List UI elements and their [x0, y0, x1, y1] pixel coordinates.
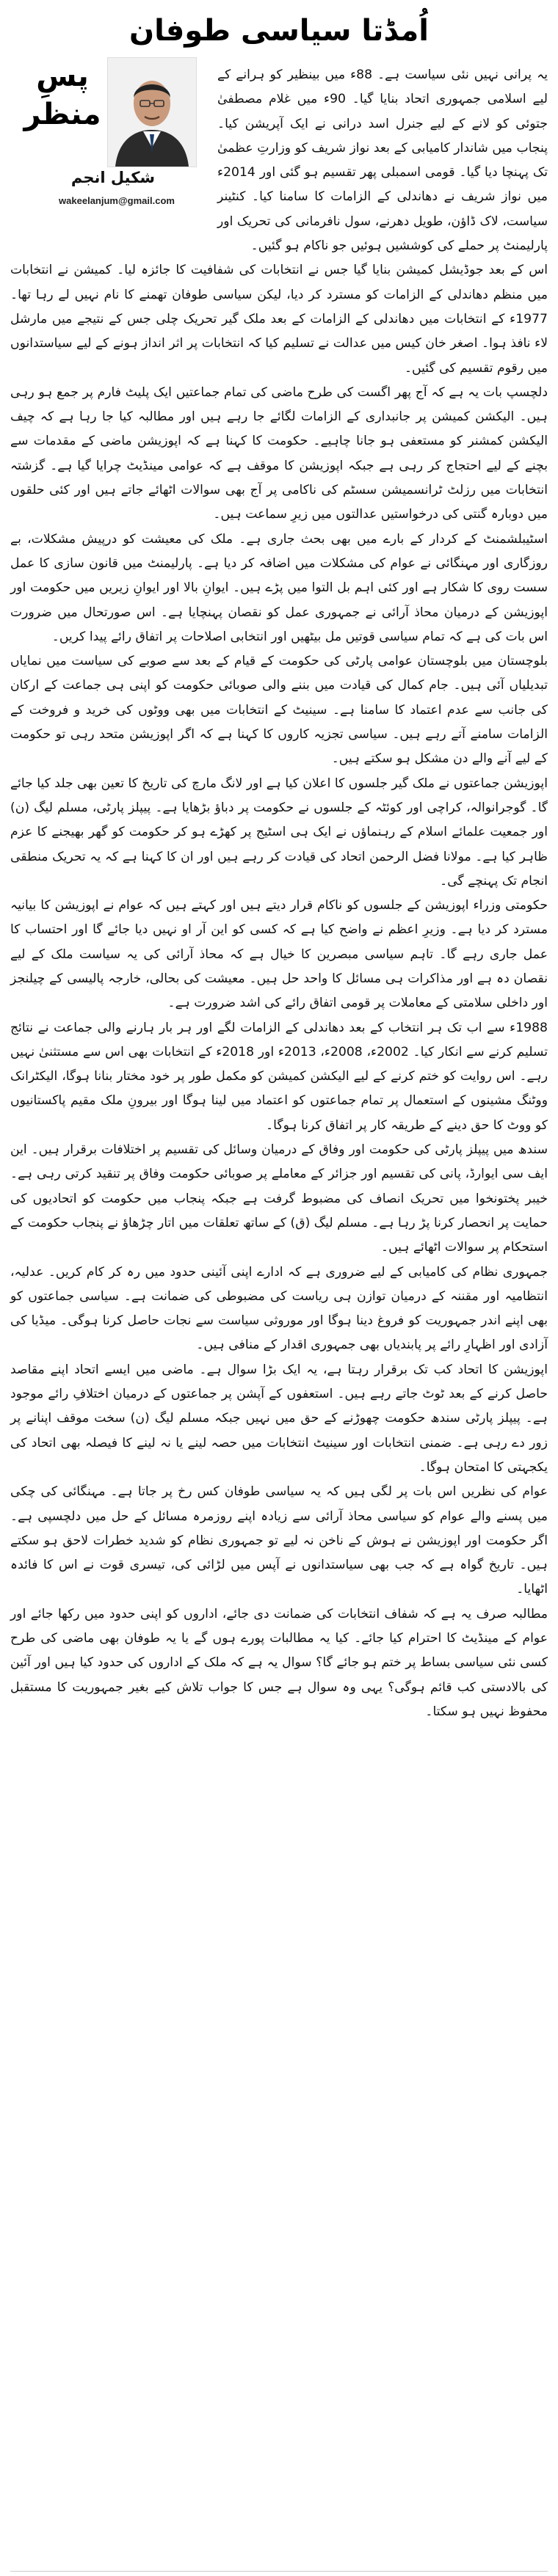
- paragraph: اسٹیبلشمنٹ کے کردار کے بارے میں بھی بحث جاری ہے۔ ملک کی معیشت کو درپیش مشکلات، بے روزگاری اور مہنگائی نے عوام کی مشکلات میں اضافہ کر دیا ہے۔ پارلیمنٹ میں قانون سازی کا عمل سست روی کا شکار ہے اور کئی اہم بل التوا میں پڑے ہیں۔ ایوانِ بالا اور ایوانِ زیریں میں حکومت اور اپوزیشن کے درمیان محاذ آرائی نے جمہوری عمل کو نقصان پہنچایا ہے۔ اس صورتحال میں ضرورت اس بات کی ہے کہ تمام سیاسی قوتیں مل بیٹھیں اور انتخابی اصلاحات پر اتفاق رائے پیدا کریں۔: [10, 531, 548, 644]
- paragraph: 1988ء سے اب تک ہر انتخاب کے بعد دھاندلی کے الزامات لگے اور ہر بار ہارنے والی جماعت نے نتائج تسلیم کرنے سے انکار کیا۔ 2002ء، 2008ء، 2013ء اور 2018ء کے انتخابات بھی اس سے مستثنیٰ نہیں رہے۔ اس روایت کو ختم کرنے کے لیے الیکشن کمیشن کو مکمل طور پر خود مختار بنانا ہوگا، الیکٹرانک ووٹنگ مشینوں کے استعمال پر تمام جماعتوں کو اعتماد میں لینا ہوگا اور بیرونِ ملک مقیم پاکستانیوں کو ووٹ کا حق دینے کے طریقہ کار پر اتفاق کرنا ہوگا۔: [10, 1020, 548, 1133]
- column-name: پسِ منظر: [23, 59, 101, 131]
- paragraph: یہ پرانی نہیں نئی سیاست ہے۔ 88ء میں بینظیر کو ہرانے کے لیے اسلامی جمہوری اتحاد بنایا گیا۔ 90ء میں غلام مصطفیٰ جتوئی کو لانے کے لیے جنرل اسد درانی نے ایک آپریشن کیا۔ پنجاب میں شاندار کامیابی کے بعد نواز شریف کو وزارتِ عظمیٰ تک پہنچا دیا گیا۔ قومی اسمبلی پھر تقسیم ہو گئی اور 2014ء میں نواز شریف نے دھاندلی کے الزامات کا سامنا کیا۔ کنٹینر سیاست، لاک ڈاؤن، طویل دھرنے، سول نافرمانی کی تحریک اور پارلیمنٹ پر حملے کی کوششیں ہوئیں جو ناکام ہو گئیں۔: [217, 67, 548, 254]
- paragraph: مطالبہ صرف یہ ہے کہ شفاف انتخابات کی ضمانت دی جائے، اداروں کو اپنی حدود میں رکھا جائے اور عوام کے مینڈیٹ کا احترام کیا جائے۔ کیا یہ مطالبات پورے ہوں گے یا یہ طوفان بھی ماضی کی طرح کسی نئی سیاسی بساط پر ختم ہو جائے گا؟ سوال یہ ہے کہ ملک کے اداروں کی حدود کیا ہیں اور آئین کی بالادستی کب قائم ہوگی؟ یہی وہ سوال ہے جس کا جواب تلاش کیے بغیر جمہوریت کا مستقبل محفوظ نہیں ہو سکتا۔: [10, 1606, 548, 1719]
- paragraph: بلوچستان میں بلوچستان عوامی پارٹی کی حکومت کے قیام کے بعد سے صوبے کی سیاست میں نمایاں تبدیلیاں آئی ہیں۔ جام کمال کی قیادت میں بننے والی صوبائی حکومت کو اپنی ہی جماعت کے ارکان کی جانب سے عدم اعتماد کا سامنا ہے۔ سینیٹ کے انتخابات میں بھی ووٹوں کی خرید و فروخت کے الزامات سامنے آتے رہے ہیں۔ سیاسی تجزیہ کاروں کا کہنا ہے کہ اگر اپوزیشن متحد رہی تو حکومت کے لیے آنے والے دن مشکل ہو سکتے ہیں۔: [10, 654, 548, 767]
- paragraph: جمہوری نظام کی کامیابی کے لیے ضروری ہے کہ ادارے اپنی آئینی حدود میں رہ کر کام کریں۔ عدلیہ، انتظامیہ اور مقننہ کے درمیان توازن ہی ریاست کی مضبوطی کی ضمانت ہے۔ سیاسی جماعتوں کو بھی اپنے اندر جمہوریت کو فروغ دینا ہوگا اور موروثی سیاست سے نجات حاصل کرنا ہوگی۔ میڈیا کی آزادی اور اظہارِ رائے پر پابندیاں بھی جمہوری اقدار کے منافی ہیں۔: [10, 1264, 548, 1353]
- bottom-divider: [10, 2571, 548, 2572]
- byline-box: [10, 57, 207, 227]
- author-portrait-icon: [108, 58, 196, 167]
- paragraph: دلچسپ بات یہ ہے کہ آج پھر اگست کی طرح ماضی کی تمام جماعتیں ایک پلیٹ فارم پر جمع ہو رہی ہیں۔ الیکشن کمیشن پر جانبداری کے الزامات لگائے جا رہے ہیں اور مطالبہ کیا جا رہا ہے کہ چیف الیکشن کمشنر کو مستعفی ہو جانا چاہیے۔ حکومت کا کہنا ہے کہ اپوزیشن ماضی کے مقدمات سے بچنے کے لیے احتجاج کر رہی ہے جبکہ اپوزیشن کا موقف ہے کہ عوامی مینڈیٹ چرایا گیا ہے۔ گزشتہ انتخابات میں رزلٹ ٹرانسمیشن سسٹم کی ناکامی پر آج بھی سوالات اٹھائے جاتے ہیں اور کئی حلقوں میں دوبارہ گنتی کی درخواستیں عدالتوں میں زیرِ سماعت ہیں۔: [10, 384, 548, 522]
- paragraph: حکومتی وزراء اپوزیشن کے جلسوں کو ناکام قرار دیتے ہیں اور کہتے ہیں کہ عوام نے اپوزیشن کا بیانیہ مسترد کر دیا ہے۔ وزیرِ اعظم نے واضح کیا ہے کہ کسی کو این آر او نہیں دیا جائے گا اور احتساب کا عمل جاری رہے گا۔ تاہم سیاسی مبصرین کا خیال ہے کہ محاذ آرائی کی یہ سیاست ملک کے لیے نقصان دہ ہے اور مذاکرات ہی مسائل کا واحد حل ہیں۔ معیشت کی بحالی، خارجہ پالیسی کے چیلنجز اور داخلی سلامتی کے معاملات پر قومی اتفاق رائے کی اشد ضرورت ہے۔: [10, 898, 548, 1011]
- author-email[interactable]: wakeelanjum@gmail.com: [59, 195, 175, 206]
- author-name: شکیل انجم: [70, 169, 156, 186]
- author-photo: [107, 57, 197, 167]
- headline: اُمڈتا سیاسی طوفان: [128, 14, 430, 48]
- article-body: [10, 63, 548, 1724]
- paragraph: اپوزیشن جماعتوں نے ملک گیر جلسوں کا اعلان کیا ہے اور لانگ مارچ کی تاریخ کا تعین بھی جلد کیا جائے گا۔ گوجرانوالہ، کراچی اور کوئٹہ کے جلسوں نے حکومت پر دباؤ بڑھایا ہے۔ پیپلز پارٹی، مسلم لیگ (ن) اور جمعیت علمائے اسلام کے رہنماؤں نے ایک ہی اسٹیج پر کھڑے ہو کر حکومت کو گھر بھیجنے کا عزم ظاہر کیا ہے۔ مولانا فضل الرحمن اتحاد کی قیادت کر رہے ہیں اور ان کا کہنا ہے کہ یہ تحریک منطقی انجام تک پہنچے گی۔: [10, 776, 548, 889]
- paragraph: عوام کی نظریں اس بات پر لگی ہیں کہ یہ سیاسی طوفان کس رخ پر جاتا ہے۔ مہنگائی کی چکی میں پسنے والے عوام کو سیاسی محاذ آرائی سے زیادہ اپنے روزمرہ مسائل کے حل میں دلچسپی ہے۔ اگر حکومت اور اپوزیشن نے ہوش کے ناخن نہ لیے تو جمہوری نظام کو شدید خطرات لاحق ہو سکتے ہیں۔ تاریخ گواہ ہے کہ جب بھی سیاستدانوں نے آپس میں لڑائی کی، تیسری قوت نے اس کا فائدہ اٹھایا۔: [10, 1484, 548, 1597]
- paragraph: اس کے بعد جوڈیشل کمیشن بنایا گیا جس نے انتخابات کی شفافیت کا جائزہ لیا۔ کمیشن نے انتخابات میں منظم دھاندلی کے الزامات کو مسترد کر دیا، لیکن سیاسی طوفان تھمنے کا نام نہیں لے رہا تھا۔ 1977ء کے انتخابات میں دھاندلی کے الزامات کے بعد ملک گیر تحریک چلی جس کے نتیجے میں مارشل لاء نافذ ہوا۔ اصغر خان کیس میں عدالت نے تسلیم کیا کہ انتخابات پر اثر انداز ہونے کے لیے سیاستدانوں میں رقوم تقسیم کی گئیں۔: [10, 263, 548, 376]
- paragraph: سندھ میں پیپلز پارٹی کی حکومت اور وفاق کے درمیان وسائل کی تقسیم پر اختلافات برقرار ہیں۔ این ایف سی ایوارڈ، پانی کی تقسیم اور جزائر کے معاملے پر صوبائی حکومت وفاق پر تنقید کرتی رہی ہے۔ خیبر پختونخوا میں تحریک انصاف کی مضبوط گرفت ہے جبکہ پنجاب میں حکومت کو اتحادیوں کی حمایت پر انحصار کرنا پڑ رہا ہے۔ مسلم لیگ (ق) کے ساتھ تعلقات میں اتار چڑھاؤ نے پنجاب حکومت کے استحکام پر سوالات اٹھائے ہیں۔: [10, 1142, 548, 1255]
- paragraph: اپوزیشن کا اتحاد کب تک برقرار رہتا ہے، یہ ایک بڑا سوال ہے۔ ماضی میں ایسے اتحاد اپنے مقاصد حاصل کرنے کے بعد ٹوٹ جاتے رہے ہیں۔ استعفوں کے آپشن پر جماعتوں کے درمیان اختلافِ رائے موجود ہے۔ پیپلز پارٹی سندھ حکومت چھوڑنے کے حق میں نہیں جبکہ مسلم لیگ (ن) سخت موقف اپنانے پر زور دے رہی ہے۔ ضمنی انتخابات اور سینیٹ انتخابات میں حصہ لینے یا نہ لینے کا فیصلہ بھی اتحاد کی یکجہتی کا امتحان ہوگا۔: [10, 1362, 548, 1475]
